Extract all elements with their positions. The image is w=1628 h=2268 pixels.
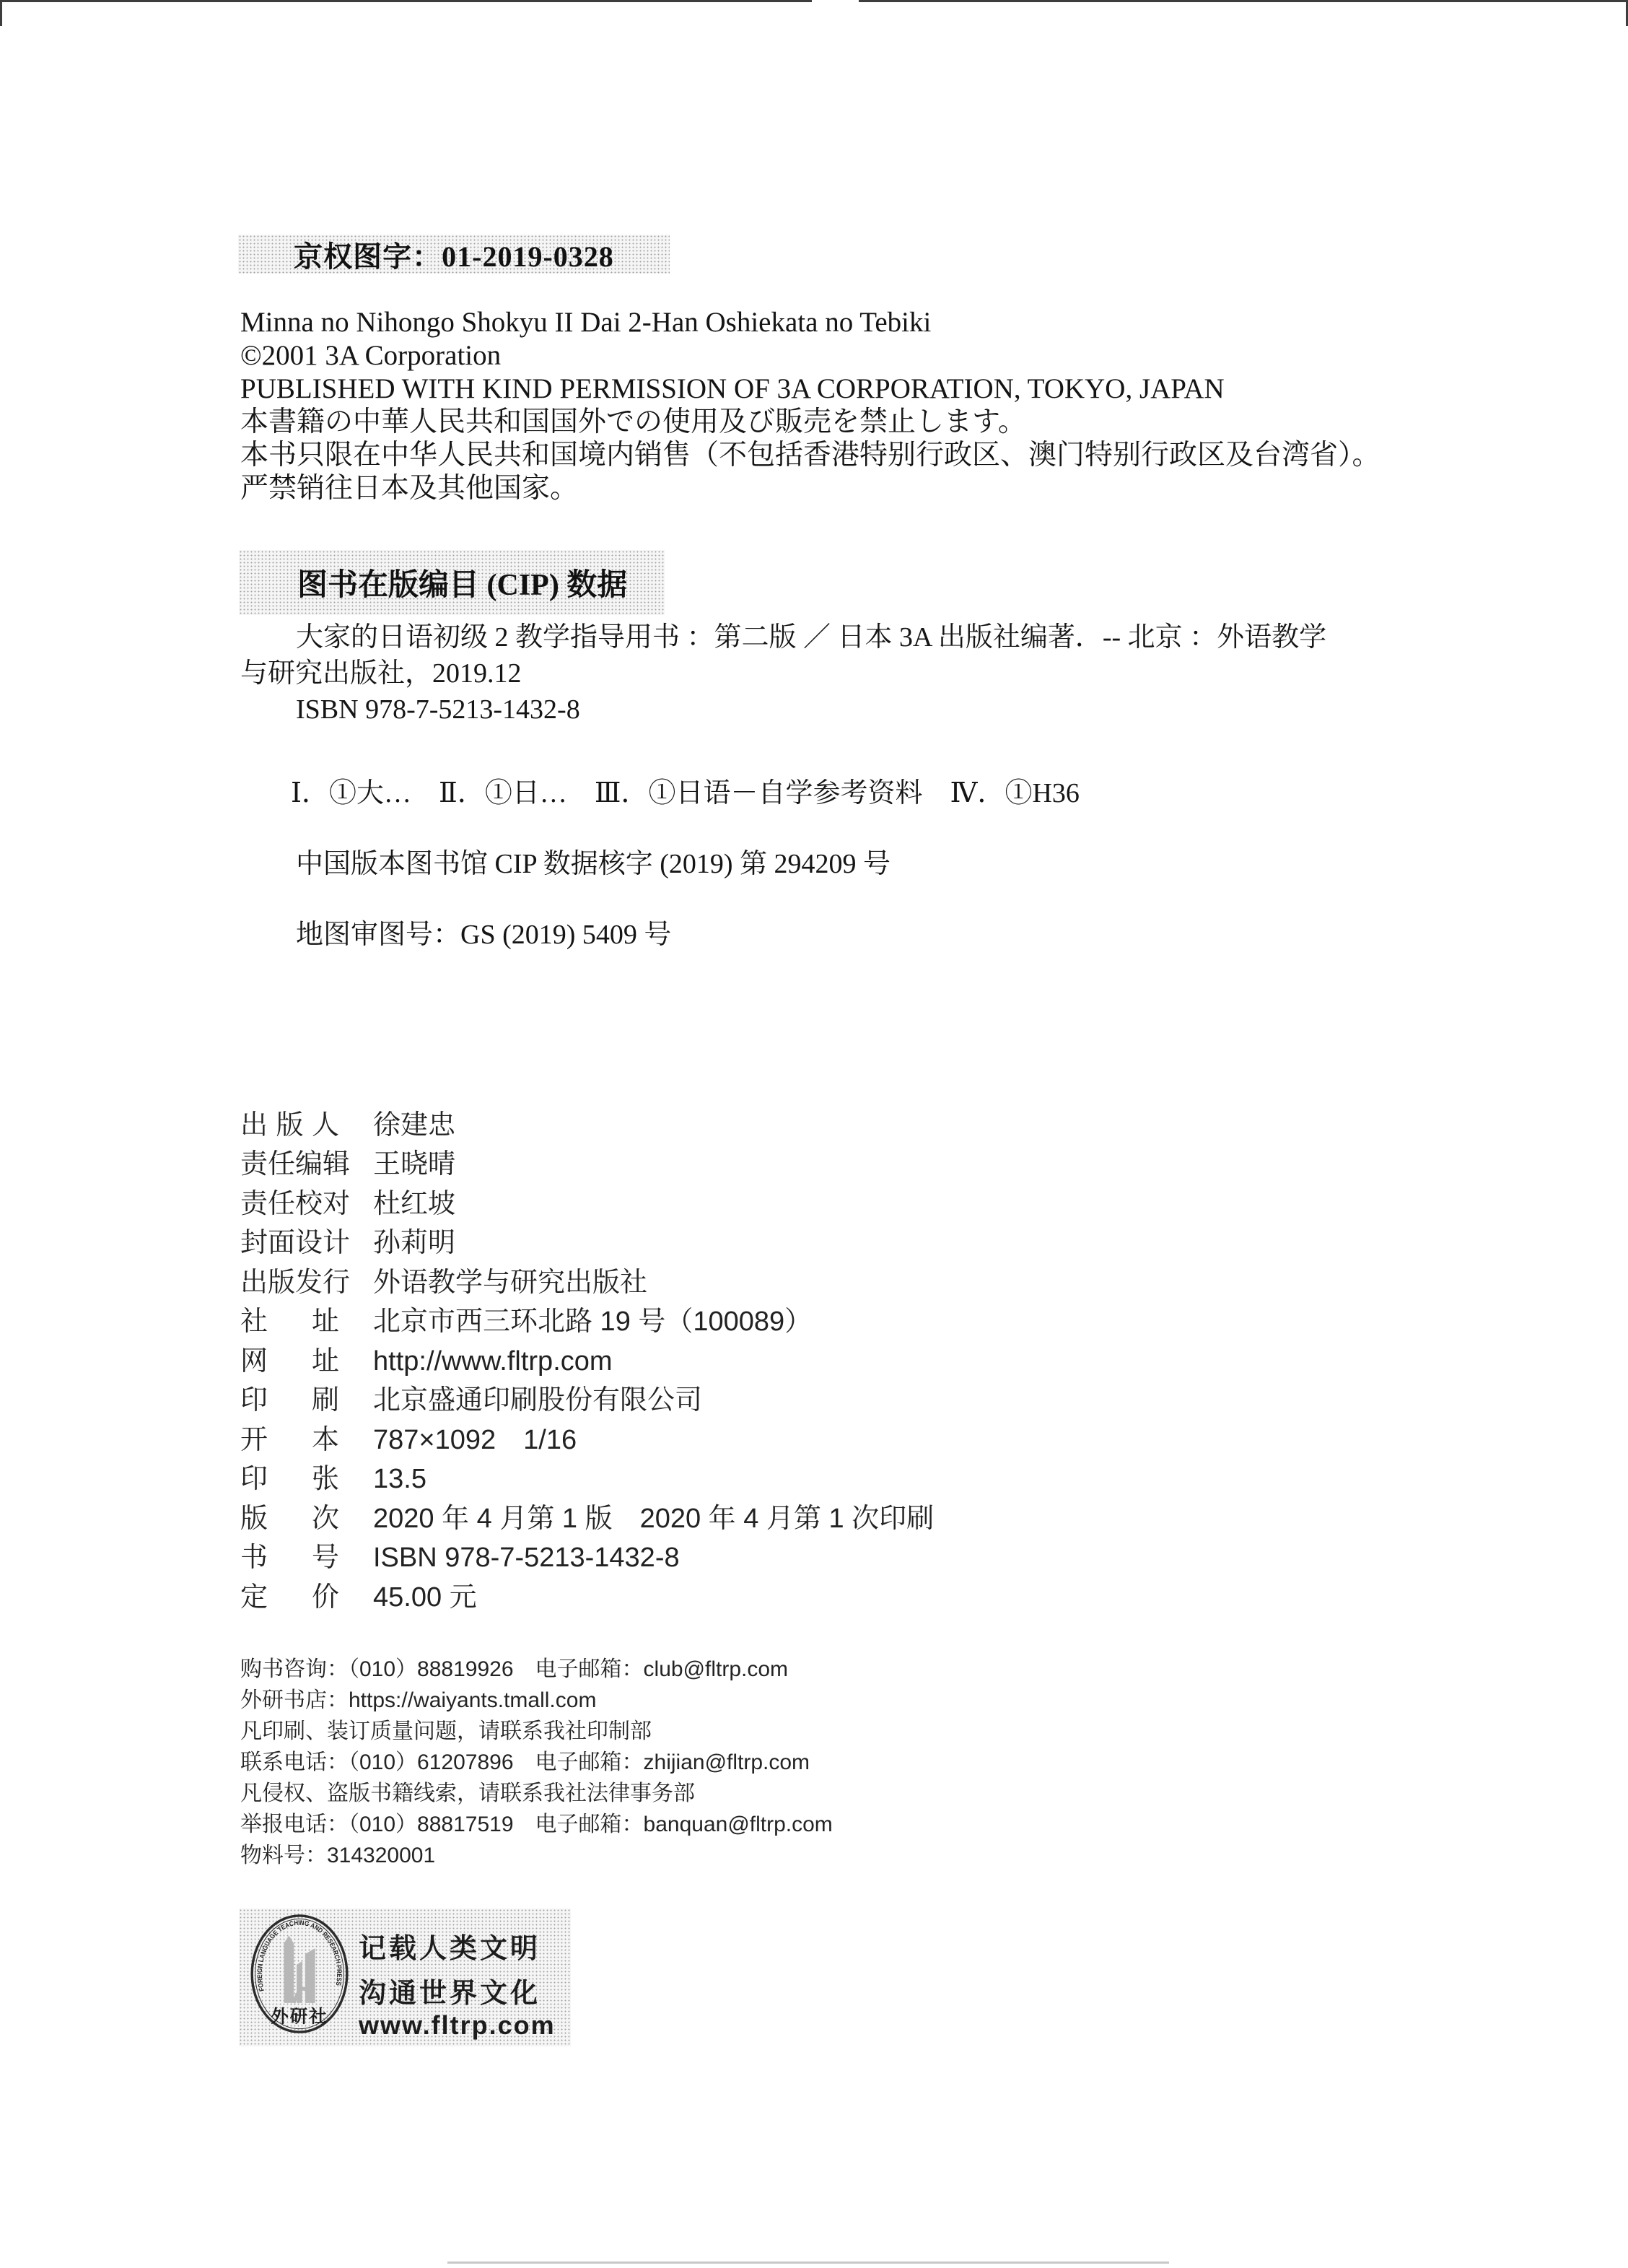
scan-artifact-top-right-line: [859, 0, 1628, 2]
building-icon: [284, 1935, 315, 2002]
cip-record-block: [240, 619, 1326, 728]
colophon-row-edition: [240, 1503, 934, 1535]
colophon-value: 北京盛通印刷股份有限公司: [373, 1385, 703, 1416]
license-block: [240, 306, 1380, 505]
colophon-value: 北京市西三环北路 19 号（100089）: [373, 1307, 813, 1337]
colophon-label: 社址: [240, 1307, 339, 1337]
contact-line-report-phone: 举报电话：（010）88817519 电子邮箱：banquan@fltrp.com: [240, 1813, 833, 1836]
colophon-row-cover-design: [240, 1227, 455, 1259]
contact-line-print-quality: 凡印刷、装订质量问题，请联系我社印制部: [240, 1719, 652, 1743]
scan-artifact-bottom-line: [447, 2262, 1169, 2264]
license-line-export-ban: 严禁销往日本及其他国家。: [240, 473, 579, 504]
registration-number-box: [238, 235, 670, 274]
colophon-row-isbn: [240, 1542, 680, 1574]
colophon-label: 定价: [240, 1582, 339, 1613]
scan-artifact-top-left-line: [0, 0, 812, 2]
colophon-row-editor: [240, 1148, 455, 1180]
colophon-label: 责任校对: [240, 1189, 351, 1219]
seal-ring-text: FOREIGN LANGUAGE TEACHING AND RESEARCH PRESS: [255, 1919, 343, 1992]
contact-line-purchase: 购书咨询：（010）88819926 电子邮箱：club@fltrp.com: [240, 1657, 789, 1681]
colophon-value: ISBN 978-7-5213-1432-8: [373, 1543, 680, 1573]
colophon-label: 印刷: [240, 1385, 339, 1416]
publisher-website: www.fltrp.com: [359, 2010, 556, 2040]
colophon-value: 徐建忠: [373, 1110, 456, 1140]
colophon-label: 书号: [240, 1543, 339, 1573]
colophon-row-sheets: [240, 1463, 426, 1495]
colophon-row-publisher: [240, 1267, 647, 1299]
license-line-copyright: ©2001 3A Corporation: [240, 340, 502, 371]
cip-header-box: [239, 550, 665, 615]
publisher-footer-box: [239, 1909, 571, 2046]
license-line-permission: PUBLISHED WITH KIND PERMISSION OF 3A CORPORATION, TOKYO, JAPAN: [240, 373, 1225, 404]
colophon-row-printer: [240, 1384, 702, 1416]
cip-classification: Ⅰ．①大… Ⅱ．①日… Ⅲ．①日语－自学参考资料 Ⅳ．①H36: [291, 778, 1080, 808]
colophon-value: http://www.fltrp.com: [373, 1346, 613, 1377]
colophon-label: 版次: [240, 1504, 339, 1534]
colophon-label: 出版发行: [240, 1268, 351, 1298]
scan-artifact-left-tick: [0, 0, 2, 26]
license-line-title-romaji: Minna no Nihongo Shokyu II Dai 2-Han Oshiekata no Tebiki: [240, 307, 932, 338]
colophon-value: 外语教学与研究出版社: [373, 1268, 648, 1298]
colophon-value: 杜红坡: [373, 1189, 456, 1219]
colophon-value: 孙莉明: [373, 1228, 456, 1258]
contact-line-material-number: 物料号：314320001: [240, 1844, 436, 1867]
contact-line-piracy: 凡侵权、盗版书籍线索，请联系我社法律事务部: [240, 1781, 695, 1805]
license-line-japanese-restriction: 本書籍の中華人民共和国国外での使用及び販売を禁止します。: [240, 406, 1026, 437]
colophon-row-website: [240, 1345, 613, 1377]
colophon-label: 印张: [240, 1464, 339, 1494]
slogan-line-2: 沟通世界文化: [359, 1979, 541, 2009]
colophon-row-publisher-person: [240, 1109, 455, 1141]
cip-record-line-isbn: ISBN 978-7-5213-1432-8: [296, 694, 580, 725]
contact-line-bookstore: 外研书店：https://waiyants.tmall.com: [240, 1688, 597, 1712]
colophon-value: 787×1092 1/16: [373, 1425, 577, 1455]
colophon-label: 责任编辑: [240, 1149, 351, 1179]
colophon-value: 13.5: [373, 1464, 426, 1494]
colophon-label: 开本: [240, 1425, 339, 1455]
colophon-row-format: [240, 1424, 577, 1456]
colophon-row-address: [240, 1306, 812, 1338]
colophon-value: 2020 年 4 月第 1 版 2020 年 4 月第 1 次印刷: [373, 1504, 935, 1534]
cip-record-line-1: 大家的日语初级 2 教学指导用书 ：第二版 ／ 日本 3A 出版社编著．-- 北京 ：外语教学: [296, 622, 1327, 653]
cip-header-title: 图书在版编目 (CIP) 数据: [297, 569, 628, 602]
contact-line-print-phone: 联系电话：（010）61207896 电子邮箱：zhijian@fltrp.com: [240, 1750, 810, 1774]
seal-name-text: 外研社: [271, 2007, 328, 2027]
colophon-row-price: [240, 1582, 477, 1613]
colophon-label: 网址: [240, 1346, 339, 1377]
colophon-value: 王晓晴: [373, 1149, 456, 1179]
registration-number: 京权图字：01-2019-0328: [294, 240, 614, 273]
cip-record-number: 中国版本图书馆 CIP 数据核字 (2019) 第 294209 号: [296, 849, 891, 879]
cip-record-line-2: 与研究出版社，2019.12: [240, 658, 522, 689]
license-line-china-restriction: 本书只限在中华人民共和国境内销售（不包括香港特别行政区、澳门特别行政区及台湾省）。: [240, 440, 1380, 471]
colophon-label: 出版人: [240, 1110, 339, 1140]
slogan-line-1: 记载人类文明: [359, 1934, 541, 1964]
colophon-value: 45.00 元: [373, 1582, 477, 1613]
map-approval-number: 地图审图号：GS (2019) 5409 号: [296, 920, 672, 950]
fltrp-seal-logo: [249, 1914, 350, 2034]
colophon-label: 封面设计: [240, 1228, 351, 1258]
colophon-row-proofreader: [240, 1188, 455, 1220]
